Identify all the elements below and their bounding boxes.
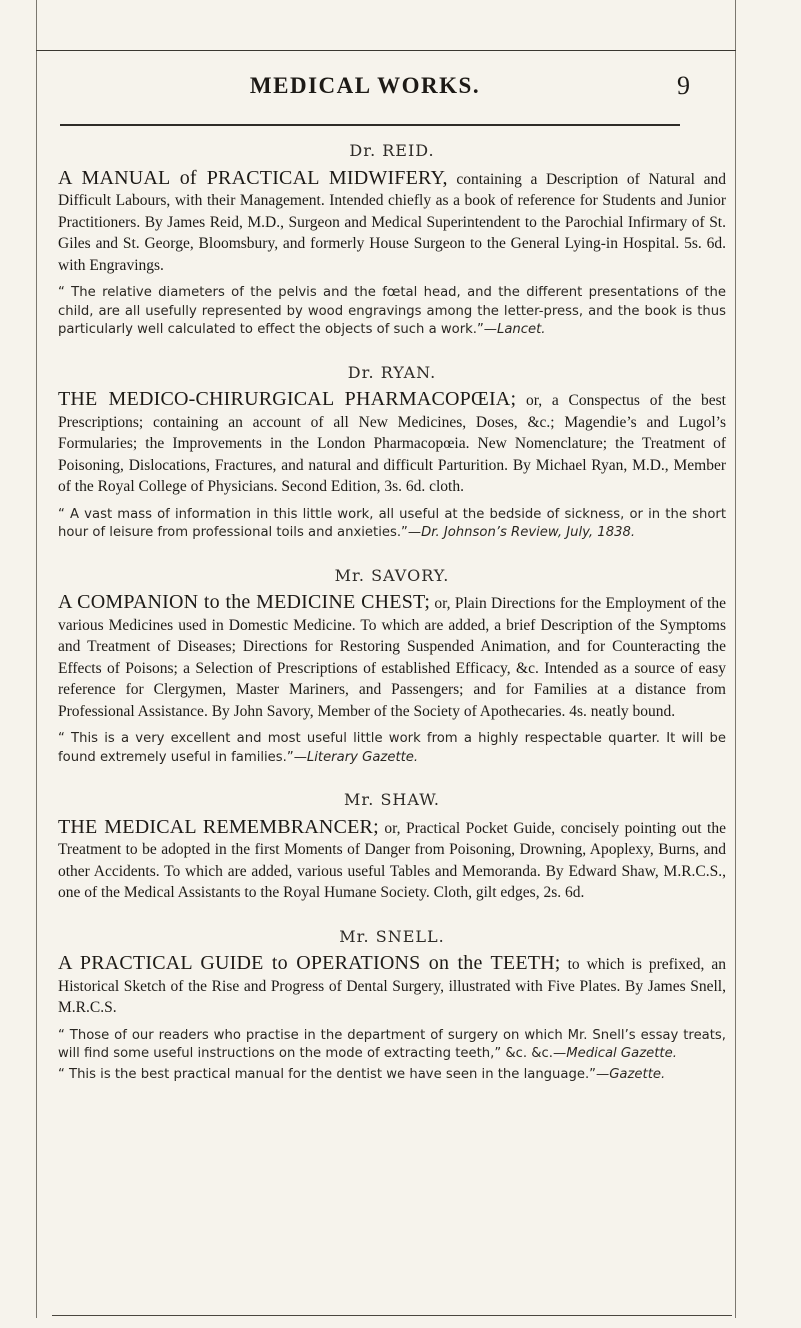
book-title: THE MEDICAL REMEMBRANCER;	[58, 815, 379, 838]
running-title: MEDICAL WORKS.	[249, 73, 481, 98]
book-description: or, Plain Directions for the Employment of the various Medicines used in Domestic Medicine. To which are added, a brief Description of the Symptoms and Treatment of Diseases; Directions for Restoring Suspended Animation, and for Counteracting the Effects of Poisons; a Selection of Prescriptions of established Efficacy, &c. Intended as a source of easy reference for Clergymen, Master Mariners, and Passengers; and for Families at a distance from Professional Assistance. By John Savory, Member of the Society of Apothecaries. 4s. neatly bound.	[58, 595, 726, 720]
quote-text: “ Those of our readers who practise in the department of surgery on which Mr. Snell’s essay treats, will find some useful instructions on the mode of extracting teeth,” &c. &c.—	[58, 1027, 726, 1061]
book-description: to which is prefixed, an Historical Sketch of the Rise and Progress of Dental Surgery, illustrated with Five Plates. By James Snell, M.R.C.S.	[58, 956, 726, 1016]
quote-source: Lancet.	[496, 322, 546, 337]
book-title: A COMPANION to the MEDICINE CHEST;	[58, 591, 431, 613]
quote-text: “ This is a very excellent and most useful little work from a highly respectable quarter. It will be found extremely useful in families.”—	[58, 731, 726, 765]
author-heading: Mr. SHAW.	[344, 790, 440, 809]
review-quote	[58, 1027, 726, 1064]
quote-source: Dr. Johnson’s Review, July, 1838.	[421, 525, 636, 540]
author-heading: Dr. RYAN.	[347, 362, 437, 382]
top-rule	[36, 50, 736, 51]
book-title: THE MEDICO-CHIRURGICAL PHARMACOPŒIA;	[58, 388, 517, 410]
quote-source: Literary Gazette.	[306, 749, 419, 765]
review-quote	[58, 506, 726, 543]
entry-shaw	[58, 789, 726, 904]
entry-text	[58, 592, 726, 722]
header-rule	[60, 124, 680, 126]
author-heading: Dr. REID.	[349, 141, 435, 160]
quote-text: “ This is the best practical manual for the dentist we have seen in the language.”—	[58, 1066, 610, 1082]
book-description: or, a Conspectus of the best Prescriptions; containing an account of all New Medicines, Doses, &c.; Magendie’s and Lugol’s Formularies; the Improvements in the London Pharmacopœia. New Nomenclature; the Treatment of Poisoning, Dislocations, Fractures, and natural and difficult Parturition. By Michael Ryan, M.D., Member of the Royal College of Physicians. Second Edition, 3s. 6d. cloth.	[58, 392, 726, 495]
entry-reid	[58, 140, 726, 340]
review-quote	[58, 730, 726, 767]
entry-snell	[58, 926, 726, 1085]
book-title: A PRACTICAL GUIDE to OPERATIONS on the TEETH;	[58, 952, 561, 974]
content	[58, 140, 726, 1106]
entry-text	[58, 168, 726, 277]
quote-source: Medical Gazette.	[566, 1046, 677, 1061]
book-description: containing a Description of Natural and Difficult Labours, with their Management. Intended chiefly as a book of reference for Students and Junior Practitioners. By James Reid, M.D., Surgeon and Medical Superintendent to the Parochial Infirmary of St. Giles and St. George, Bloomsbury, and formerly House Surgeon to the General Lying-in Hospital. 5s. 6d. with Engravings.	[58, 170, 726, 274]
entry-ryan	[58, 362, 726, 543]
author-heading: Mr. SNELL.	[339, 926, 445, 946]
book-title: A MANUAL of PRACTICAL MIDWIFERY,	[58, 166, 448, 189]
entry-savory	[58, 565, 726, 768]
book-description: or, Practical Pocket Guide, concisely pointing out the Treatment to be adopted in the first Moments of Danger from Poisoning, Drowning, Apoplexy, Burns, and other Accidents. To which are added, various useful Tables and Memoranda. By Edward Shaw, M.R.C.S., one of the Medical Assistants to the Royal Humane Society. Cloth, gilt edges, 2s. 6d.	[58, 819, 726, 901]
entry-text	[58, 817, 726, 904]
bottom-rule	[52, 1315, 732, 1316]
entry-text	[58, 953, 726, 1019]
page-number: 9	[677, 71, 690, 100]
review-quote	[58, 284, 726, 340]
review-quote	[58, 1066, 726, 1085]
quote-text: “ A vast mass of information in this little work, all useful at the bedside of sickness, or in the short hour of leisure from professional toils and anxieties.”—	[58, 506, 726, 540]
quote-text: “ The relative diameters of the pelvis and the fœtal head, and the different presentations of the child, are all usefully represented by wood engravings among the letter-press, and the book is thus particularly well calculated to effect the objects of such a work.”—	[58, 285, 726, 337]
author-heading: Mr. SAVORY.	[334, 565, 450, 585]
entry-text	[58, 389, 726, 498]
page-header	[60, 67, 690, 107]
quote-source: Gazette.	[609, 1066, 666, 1082]
